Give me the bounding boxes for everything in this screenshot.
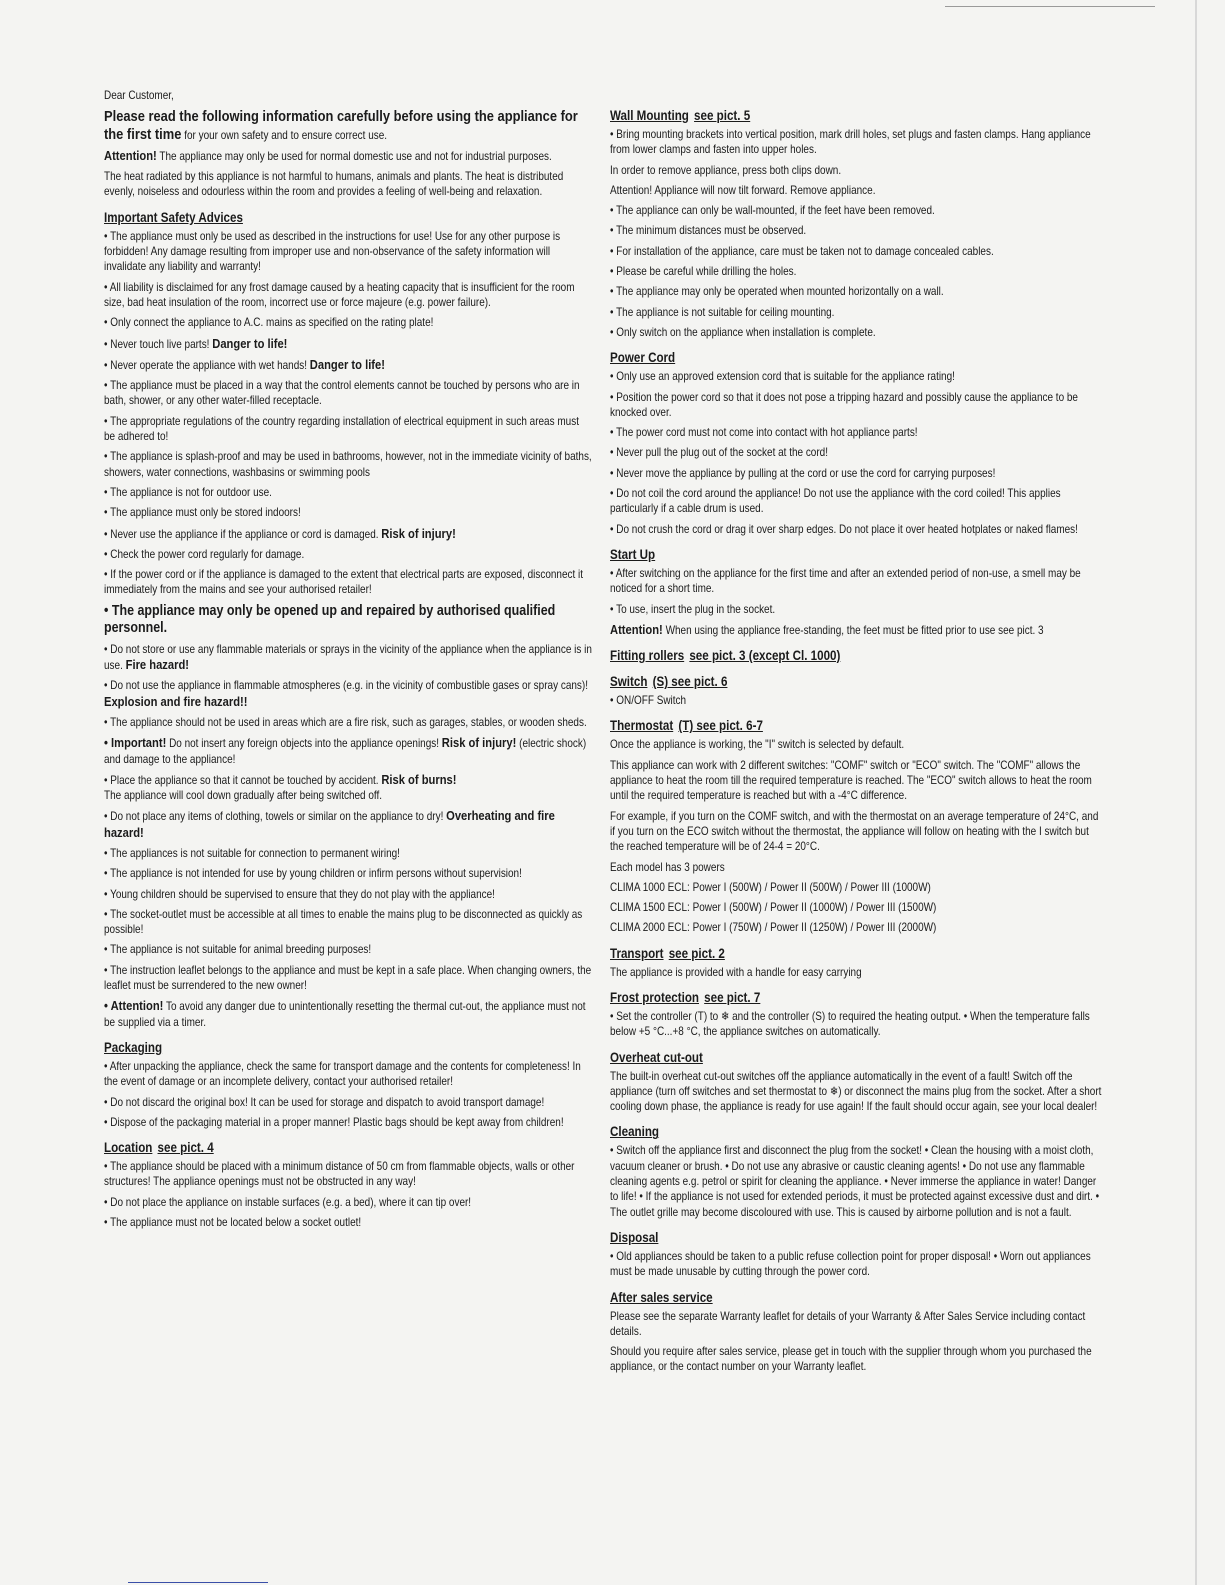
power-heading: Power Cord	[610, 350, 676, 366]
start-attention-text: When using the appliance free-standing, the feet must be fitted prior to use see pict. 3	[665, 623, 1044, 637]
frost-heading	[610, 990, 1105, 1006]
wall-ref: see pict. 5	[694, 108, 751, 123]
start-attention-label: Attention!	[610, 621, 663, 637]
safety-item: • The appropriate regulations of the country regarding installation of electrical equipment in such areas must be adhered to!	[104, 414, 579, 444]
explosion-label: Explosion and fire hazard!!	[104, 693, 248, 709]
switch-heading	[610, 674, 1105, 690]
safety-item: • The appliance must be placed in a way that the control elements cannot be touched by persons who are in bath, shower, or any other water-filled receptacle.	[104, 379, 580, 408]
risk-injury-label: Risk of injury!	[381, 525, 456, 541]
frost-text: • Set the controller (T) to ❄ and the controller (S) to required the heating output. • When the temperature falls below +5 °C...+8 °C, the appliance switches on automatically.	[610, 1009, 1090, 1039]
safety-item	[104, 642, 592, 674]
after-sales-text: Please see the separate Warranty leaflet for details of your Warranty & After Sales Service including contact details.	[610, 1309, 1086, 1338]
right-column	[610, 108, 1105, 1380]
bottom-link-rule	[128, 1582, 268, 1583]
wall-text: • Bring mounting brackets into vertical position, mark drill holes, set plugs and fasten clamps. Hang appliance from lower clamps and fasten into upper holes.	[610, 128, 1091, 157]
power-item: • Never pull the plug out of the socket at the cord!	[610, 446, 828, 460]
overheat-heading: Overheat cut-out	[610, 1049, 703, 1065]
thermostat-text: Once the appliance is working, the "I" switch is selected by default.	[610, 738, 905, 752]
wall-title: Wall Mounting	[610, 108, 689, 123]
frost-ref: see pict. 7	[704, 989, 761, 1005]
danger-label-2: Danger to life!	[309, 356, 385, 372]
safety-item	[104, 998, 592, 1030]
safety-item: • The appliance must only be used as described in the instructions for use! Use for any other purpose is forbidden! Any damage resulting from improper use and non-observance of the safety information will invalidate any liability and warranty!	[104, 229, 561, 274]
transport-title: Transport	[610, 945, 664, 961]
cool-text: The appliance will cool down gradually after being switched off.	[104, 789, 383, 803]
safety-item	[104, 357, 592, 373]
power-rating: CLIMA 1500 ECL: Power I (500W) / Power II (1000W) / Power III (1500W)	[610, 901, 937, 915]
overheat-text: The built-in overheat cut-out switches off the appliance automatically in the event of a fault! Switch off the appliance (turn off switches and set thermostat to ❄) or disconnect the mains plug from the socket. After a short cooling down phase, the appliance is ready for use again! If the fault should occur again, see your local dealer!	[610, 1069, 1102, 1114]
intro-rest: for your own safety and to ensure correct use.	[184, 128, 388, 142]
thermostat-title: Thermostat	[610, 718, 674, 734]
power-rating: CLIMA 2000 ECL: Power I (750W) / Power II (1250W) / Power III (2000W)	[610, 921, 937, 935]
top-rule	[945, 6, 1155, 7]
danger-label: Danger to life!	[212, 335, 288, 351]
important-label: • Important!	[104, 735, 167, 751]
power-item: • Do not crush the cord or drag it over sharp edges. Do not place it over heated hotplates or naked flames!	[610, 522, 1078, 536]
foreign-rest: (electric shock) and damage to the appliance!	[104, 737, 587, 766]
safety-item: • The appliance should not be used in areas which are a fire risk, such as garages, stables, or wooden sheds.	[104, 715, 587, 729]
wall-item: • The appliance can only be wall-mounted, if the feet have been removed.	[610, 204, 935, 218]
location-title: Location	[104, 1140, 153, 1156]
switch-ref: (S) see pict. 6	[652, 674, 728, 690]
safety-heading: Important Safety Advices	[104, 209, 243, 225]
thermostat-text: For example, if you turn on the COMF switch, and with the thermostat on an average temperature of 24°C, and if you turn on the ECO switch without the thermostat, the appliance will follow on heating with the I switch but the reached temperature will be of 24-4 = 20°C.	[610, 809, 1099, 854]
accident-text: • Place the appliance so that it cannot be touched by accident.	[104, 773, 379, 787]
cleaning-text: • Switch off the appliance first and disconnect the plug from the socket! • Clean the housing with a moist cloth, vacuum cleaner or brush. • Do not use any abrasive or caustic cleaning agents! • Do not use any flammable cleaning agents e.g. petrol or spirit for cleaning the appliance. • Never immerse the appliance in water! Danger to life! • If the appliance is not used for extended periods, it must be protected against excessive dust and dirt. • The outlet grille may become discoloured with use. This is caused by airborne pollution and is not a fault.	[610, 1144, 1100, 1219]
thermostat-text: This appliance can work with 2 different switches: "COMF" switch or "ECO" switch. The "COMF" allows the appliance to heat the room till the required temperature is reached. The "ECO" switch allows to heat the room until the required temperature is reached but with a -4°C difference.	[610, 758, 1092, 803]
safety-item: • Only connect the appliance to A.C. mains as specified on the rating plate!	[104, 316, 434, 330]
power-item: • The power cord must not come into contact with hot appliance parts!	[610, 426, 918, 440]
wall-item: • The minimum distances must be observed.	[610, 224, 807, 238]
start-attention	[610, 622, 1105, 638]
safety-item: • If the power cord or if the appliance is damaged to the extent that electrical parts are exposed, disconnect it immediately from the mains and see your authorised retailer!	[104, 568, 584, 597]
transport-ref: see pict. 2	[668, 945, 725, 961]
start-item: • To use, insert the plug in the socket.	[610, 602, 776, 616]
attention-text: The appliance may only be used for normal domestic use and not for industrial purposes.	[159, 149, 552, 163]
wall-item: • For installation of the appliance, care must be taken not to damage concealed cables.	[610, 244, 994, 258]
left-column	[104, 88, 592, 1235]
power-item: • Never move the appliance by pulling at the cord or use the cord for carrying purposes!	[610, 466, 996, 480]
power-rating: CLIMA 1000 ECL: Power I (500W) / Power II (500W) / Power III (1000W)	[610, 880, 931, 894]
safety-item: • The appliance is not for outdoor use.	[104, 485, 272, 499]
switch-text: • ON/OFF Switch	[610, 694, 687, 708]
thermostat-ref: (T) see pict. 6-7	[678, 718, 763, 734]
power-item: • Only use an approved extension cord that is suitable for the appliance rating!	[610, 370, 955, 384]
location-item: • The appliance should be placed with a minimum distance of 50 cm from flammable objects, walls or other structures! The appliance openings must not be obstructed in any way!	[104, 1160, 575, 1189]
rollers-title: Fitting rollers	[610, 648, 685, 664]
opened-warning: • The appliance may only be opened up and repaired by authorised qualified personnel.	[104, 602, 556, 636]
risk-injury-label-2: Risk of injury!	[441, 735, 517, 751]
attention-note	[104, 148, 592, 164]
transport-text: The appliance is provided with a handle for easy carrying	[610, 965, 862, 979]
thermostat-heading	[610, 718, 1105, 734]
disposal-heading: Disposal	[610, 1229, 659, 1245]
overheating-label: Overheating and fire hazard!	[104, 808, 555, 840]
safety-item: • The appliance must only be stored indoors!	[104, 506, 301, 520]
foreign-text: Do not insert any foreign objects into the appliance openings!	[169, 737, 440, 751]
safety-item: • The appliance is not suitable for animal breeding purposes!	[104, 943, 372, 957]
rollers-heading	[610, 648, 1105, 664]
attention2-text: To avoid any danger due to unintentionally resetting the thermal cut-out, the appliance must not be supplied via a timer.	[104, 1000, 586, 1029]
safety-item: • Young children should be supervised to ensure that they do not play with the appliance!	[104, 887, 495, 901]
safety-item	[104, 336, 592, 352]
wall-text: In order to remove appliance, press both clips down.	[610, 163, 842, 177]
wall-text: Attention! Appliance will now tilt forward. Remove appliance.	[610, 183, 876, 197]
fire-hazard-label: Fire hazard!	[125, 657, 190, 673]
safety-item: • Check the power cord regularly for damage.	[104, 547, 305, 561]
attention2-label: • Attention!	[104, 998, 164, 1014]
location-item: • Do not place the appliance on instable surfaces (e.g. a bed), where it can tip over!	[104, 1195, 472, 1209]
power-item: • Do not coil the cord around the appliance! Do not use the appliance with the cord coiled! This applies particularly if a cable drum is used.	[610, 487, 1061, 516]
cleaning-heading: Cleaning	[610, 1124, 660, 1140]
powers-intro: Each model has 3 powers	[610, 860, 725, 874]
safety-item	[104, 526, 592, 542]
safety-item: • The appliance is splash-proof and may be used in bathrooms, however, not in the immediate vicinity of baths, showers, water connections, washbasins or swimming pools	[104, 450, 592, 479]
flammable-text: • Do not store or use any flammable materials or sprays in the vicinity of the appliance when the appliance is in use.	[104, 642, 592, 673]
after-sales-text: Should you require after sales service, please get in touch with the supplier through whom you purchased the appliance, or the contact number on your Warranty leaflet.	[610, 1345, 1092, 1374]
safety-item: • All liability is disclaimed for any frost damage caused by a heating capacity that is insufficient for the room size, bad heat insulation of the room, incorrect use or force majeure (e.g. power failure).	[104, 280, 575, 309]
heat-text: The heat radiated by this appliance is not harmful to humans, animals and plants. The heat is distributed evenly, noiseless and odourless within the room and provides a feeling of well-being and relaxation.	[104, 170, 564, 199]
damaged-text: • Never use the appliance if the appliance or cord is damaged.	[104, 527, 379, 541]
intro	[104, 108, 592, 143]
packaging-item: • Dispose of the packaging material in a proper manner! Plastic bags should be kept away from children!	[104, 1115, 564, 1129]
wall-item: • The appliance may only be operated when mounted horizontally on a wall.	[610, 285, 944, 299]
wall-item: • The appliance is not suitable for ceiling mounting.	[610, 305, 835, 319]
live-parts-text: • Never touch live parts!	[104, 337, 210, 351]
safety-item	[104, 808, 592, 841]
safety-item: • The instruction leaflet belongs to the appliance and must be kept in a safe place. When changing owners, the leaflet must be surrendered to the new owner!	[104, 963, 592, 993]
page-edge-shadow	[1195, 0, 1197, 1585]
safety-item	[104, 678, 592, 710]
safety-item: • The appliance is not intended for use by young children or infirm persons without supervision!	[104, 867, 522, 881]
safety-item: • The socket-outlet must be accessible at all times to enable the mains plug to be disconnected as quickly as possible!	[104, 907, 583, 937]
start-item: • After switching on the appliance for the first time and after an extended period of non-use, a smell may be noticed for a short time.	[610, 566, 1081, 596]
packaging-item: • After unpacking the appliance, check the same for transport damage and the contents for completeness! In the event of damage or an incomplete delivery, contact your authorised retailer!	[104, 1059, 581, 1089]
safety-item	[104, 735, 592, 767]
wall-heading	[610, 108, 1105, 124]
wet-hands-text: • Never operate the appliance with wet hands!	[104, 358, 308, 372]
wall-item: • Please be careful while drilling the holes.	[610, 265, 797, 279]
risk-burns-label: Risk of burns!	[381, 771, 457, 787]
atmos-text: • Do not use the appliance in flammable atmospheres (e.g. in the vicinity of combustible gases or spray cans)!	[104, 679, 588, 693]
location-ref: see pict. 4	[157, 1140, 214, 1156]
location-heading	[104, 1140, 592, 1156]
location-item: • The appliance must not be located below a socket outlet!	[104, 1216, 362, 1230]
greeting: Dear Customer,	[104, 89, 174, 102]
disposal-text: • Old appliances should be taken to a public refuse collection point for proper disposal! • Worn out appliances must be made unusable by cutting through the power cord.	[610, 1249, 1091, 1279]
packaging-heading: Packaging	[104, 1039, 163, 1055]
intro-bold: Please read the following information carefully before using the appliance for the first time	[104, 108, 578, 143]
attention-label: Attention!	[104, 147, 157, 163]
safety-item: • The appliances is not suitable for connection to permanent wiring!	[104, 846, 400, 860]
transport-heading	[610, 946, 1105, 962]
switch-title: Switch	[610, 674, 648, 690]
rollers-ref: see pict. 3 (except Cl. 1000)	[689, 648, 841, 664]
clothing-text: • Do not place any items of clothing, towels or similar on the appliance to dry!	[104, 810, 444, 824]
packaging-item: • Do not discard the original box! It can be used for storage and dispatch to avoid transport damage!	[104, 1095, 545, 1109]
frost-title: Frost protection	[610, 989, 700, 1005]
wall-item: • Only switch on the appliance when installation is complete.	[610, 325, 876, 339]
start-heading: Start Up	[610, 546, 656, 562]
power-item: • Position the power cord so that it does not pose a tripping hazard and possibly cause the appliance to be knocked over.	[610, 390, 1078, 419]
after-sales-heading: After sales service	[610, 1289, 713, 1305]
safety-item	[104, 772, 592, 804]
